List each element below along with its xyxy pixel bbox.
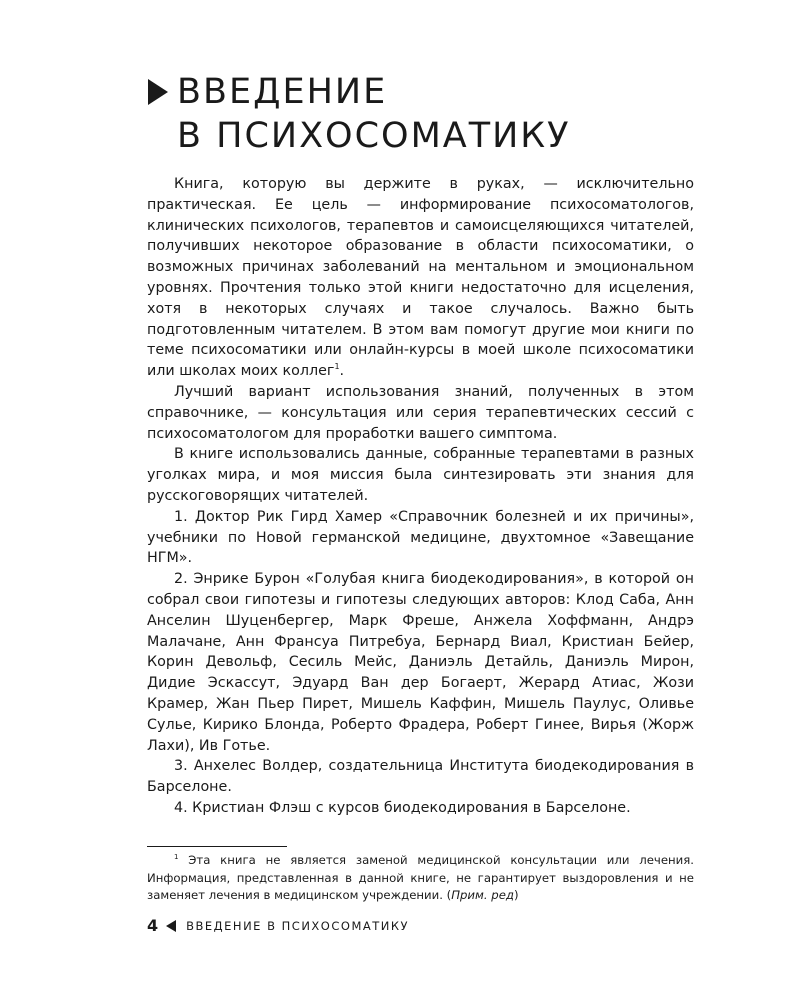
running-title: ВВЕДЕНИЕ В ПСИХОСОМАТИКУ — [186, 919, 410, 933]
chapter-heading-line-1 — [148, 70, 708, 114]
paragraph: 1. Доктор Рик Гирд Хамер «Справочник болезней и их причины», учебники по Новой германской медицине, двухтомное «Завещание НГМ». — [147, 508, 694, 567]
page-footer — [147, 916, 409, 936]
footnote-reference: 1 — [334, 362, 340, 372]
triangle-left-icon — [166, 920, 176, 932]
paragraph: 4. Кристиан Флэш с курсов биодекодирования в Барселоне. — [174, 799, 631, 816]
chapter-heading-line-2 — [148, 114, 708, 158]
footnote-closing: ) — [513, 888, 519, 902]
page-number: 4 — [147, 916, 159, 935]
footnote — [147, 852, 694, 905]
paragraph: Лучший вариант использования знаний, полученных в этом справочнике, — консультация или серия терапевтических сессий с психосоматологом для проработки вашего симптома. — [147, 383, 694, 442]
footnote-text: Эта книга не является заменой медицинской консультации или лечения. Информация, представленная в данной книге, не гарантирует выздоровления и не заменяет лечения в медицинском учреждении. ( — [147, 853, 694, 902]
chapter-heading — [148, 70, 708, 158]
chapter-heading-text-1: ВВЕДЕНИЕ — [177, 72, 388, 112]
footnote-divider — [147, 846, 287, 847]
paragraph-text: Книга, которую вы держите в руках, — исключительно практическая. Ее цель — информирование психосоматологов, клинических психологов, терапевтов и самоисцеляющихся читателей, получивших некоторое образование в области психосоматики, о возможных причинах заболеваний на ментальном и эмоциональном уровнях. Прочтения только этой книги недостаточно для исцеления, хотя в некоторых случаях и такое случалось. Важно быть подготовленным читателем. В этом вам помогут другие мои книги по теме психосоматики или онлайн-курсы в моей школе психосоматики или школах моих коллег — [147, 176, 694, 380]
editor-note: Прим. ред — [451, 888, 514, 902]
paragraph: 3. Анхелес Волдер, создательница Института биодекодирования в Барселоне. — [147, 758, 694, 796]
paragraph: 2. Энрике Бурон «Голубая книга биодекодирования», в которой он собрал свои гипотезы и гипотезы следующих авторов: Клод Саба, Анн Анселин Шуценбергер, Марк Фреше, Анжела Хоффманн, Андрэ Малачане, Анн Франсуа Питребуа, Бернард Виал, Кристиан Бейер, Корин Девольф, Сесиль Мейс, Даниэль Детайль, Даниэль Мирон, Дидие Эскассут, Эдуард Ван дер Богаерт, Жерард Атиас, Жози Крамер, Жан Пьер Пирет, Мишель Каффин, Мишель Паулус, Оливье Сулье, Кирико Блонда, Роберто Фрадера, Роберт Гинее, Вирья (Жорж Лахи), Ив Готье. — [147, 571, 694, 754]
triangle-right-icon — [148, 79, 168, 105]
chapter-heading-text-2: В ПСИХОСОМАТИКУ — [177, 116, 571, 156]
body-text — [147, 174, 694, 819]
footnote-marker: 1 — [174, 853, 179, 862]
paragraph-end-punctuation: . — [339, 363, 345, 380]
paragraph — [147, 174, 694, 382]
paragraph: В книге использовались данные, собранные терапевтами в разных уголках мира, и моя миссия была синтезировать эти знания для русскоговорящих читателей. — [147, 446, 694, 504]
